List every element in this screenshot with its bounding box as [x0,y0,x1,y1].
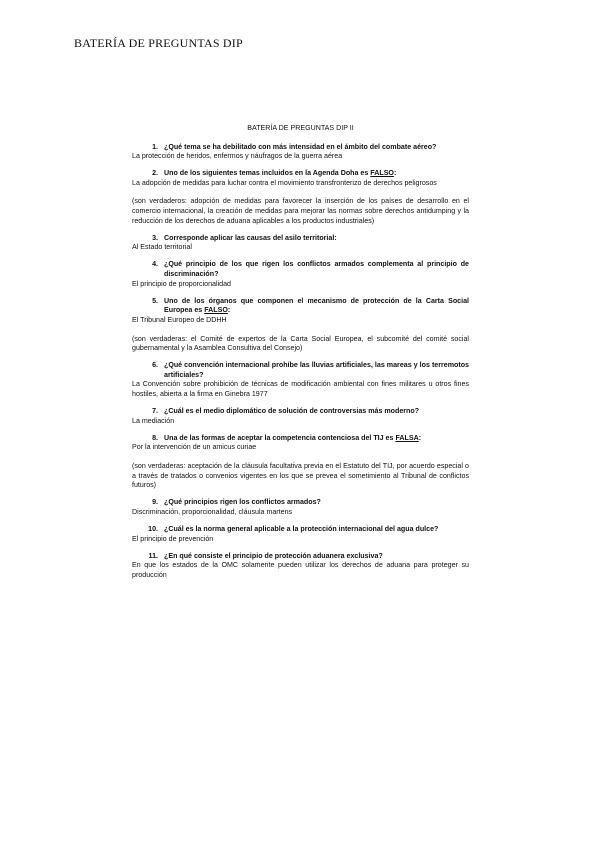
document-body [132,124,469,588]
question-header [132,525,469,535]
question-emphasis: FALSO [204,306,228,315]
question-item [132,552,469,581]
question-text [164,297,469,316]
question-item [132,234,469,253]
question-number: 1. [152,142,158,151]
question-number: 6. [152,361,158,370]
document-title: BATERÍA DE PREGUNTAS DIP II [247,124,354,132]
question-text-part: Uno de los siguientes temas incluidos en la Agenda Doha es [164,169,371,178]
question-text [164,434,469,444]
question-item [132,498,469,517]
answer-text: La protección de heridos, enfermos y náufragos de la guerra aérea [132,152,343,161]
question-item [132,143,469,162]
question-header [132,361,469,380]
question-item [132,297,469,354]
question-header [132,407,469,417]
answer-text: Discriminación, proporcionalidad, cláusula martens [132,507,293,516]
question-text [164,169,469,179]
question-number: 2. [152,169,158,178]
answer-text: El principio de proporcionalidad [132,279,231,288]
question-text: Corresponde aplicar las causas del asilo territorial: [164,233,337,242]
question-text-end: : [393,169,397,178]
answer-text: Por la intervención de un amicus curiae [132,443,257,452]
question-header [132,234,469,244]
question-header [132,169,469,179]
question-number: 9. [152,498,158,507]
question-emphasis: FALSA [395,433,419,442]
question-number: 10. [148,524,158,533]
question-header [132,260,469,279]
question-number: 8. [152,433,158,442]
answer-text: La mediación [132,416,175,425]
question-text-part: Uno de los órganos que componen el mecanismo de protección de la Carta Social Europea es [164,296,469,315]
question-header [132,434,469,444]
question-item [132,525,469,544]
question-emphasis: FALSO [370,169,394,178]
question-text-part: Una de las formas de aceptar la competencia contenciosa del TIJ es [164,433,396,442]
answer-note: (son verdaderos: adopción de medidas para favorecer la inserción de los países de desarrollo en el comercio internacional, la creación de medidas para mejorar las normas sobre derechos antidumping y la reducción de los derechos de aduana aplicables a los productos industriales) [132,197,469,225]
question-number: 11. [148,551,158,560]
question-text: ¿Qué convención internacional prohíbe las lluvias artificiales, las mareas y los terremotos artificiales? [164,361,469,379]
answer-text: En que los estados de la OMC solamente pueden utilizar los derechos de aduana para proteger su producción [132,561,469,579]
question-header [132,297,469,316]
question-text-end: : [418,433,422,442]
question-text: ¿Cuál es el medio diplomático de solución de controversias más moderno? [164,407,420,416]
question-item [132,169,469,226]
question-text: ¿Qué tema se ha debilitado con más intensidad en el ámbito del combate aéreo? [164,142,437,151]
question-header [132,552,469,562]
answer-text: El Tribunal Europeo de DDHH [132,315,227,324]
question-item [132,260,469,289]
answer-note: (son verdaderas: el Comité de expertos de la Carta Social Europea, el subcomité del comité social gubernamental y la Asamblea Consultiva del Consejo) [132,334,469,353]
question-text: ¿En qué consiste el principio de protección aduanera exclusiva? [164,551,383,560]
question-header [132,498,469,508]
question-item [132,361,469,399]
question-text: ¿Cuál es la norma general aplicable a la protección internacional del agua dulce? [164,524,439,533]
answer-text: La Convención sobre prohibición de técnicas de modificación ambiental con fines militares u otros fines hostiles, abierta a la firma en Ginebra 1977 [132,380,469,398]
question-item [132,407,469,426]
question-number: 4. [152,260,158,269]
question-text: ¿Qué principio de los que rigen los conflictos armados complementa al principio de discriminación? [164,260,469,279]
answer-text: La adopción de medidas para luchar contra el movimiento transfronterizo de derechos peligrosos [132,178,437,187]
question-item [132,434,469,491]
question-number: 7. [152,407,158,416]
question-number: 5. [152,296,158,305]
question-header [132,143,469,153]
question-text-end: : [227,306,231,315]
question-number: 3. [152,233,158,242]
answer-note: (son verdaderas: aceptación de la cláusula facultativa previa en el Estatuto del TIJ, por acuerdo especial o a través de tratados o convenios vigentes en los que se prevea el sometimiento al Tribunal de conflictos futuros) [132,461,469,490]
answer-text: Al Estado territorial [132,243,192,252]
page-header: BATERÍA DE PREGUNTAS DIP [74,36,243,50]
answer-text: El principio de prevención [132,534,214,543]
question-text: ¿Qué principios rigen los conflictos armados? [164,498,321,507]
